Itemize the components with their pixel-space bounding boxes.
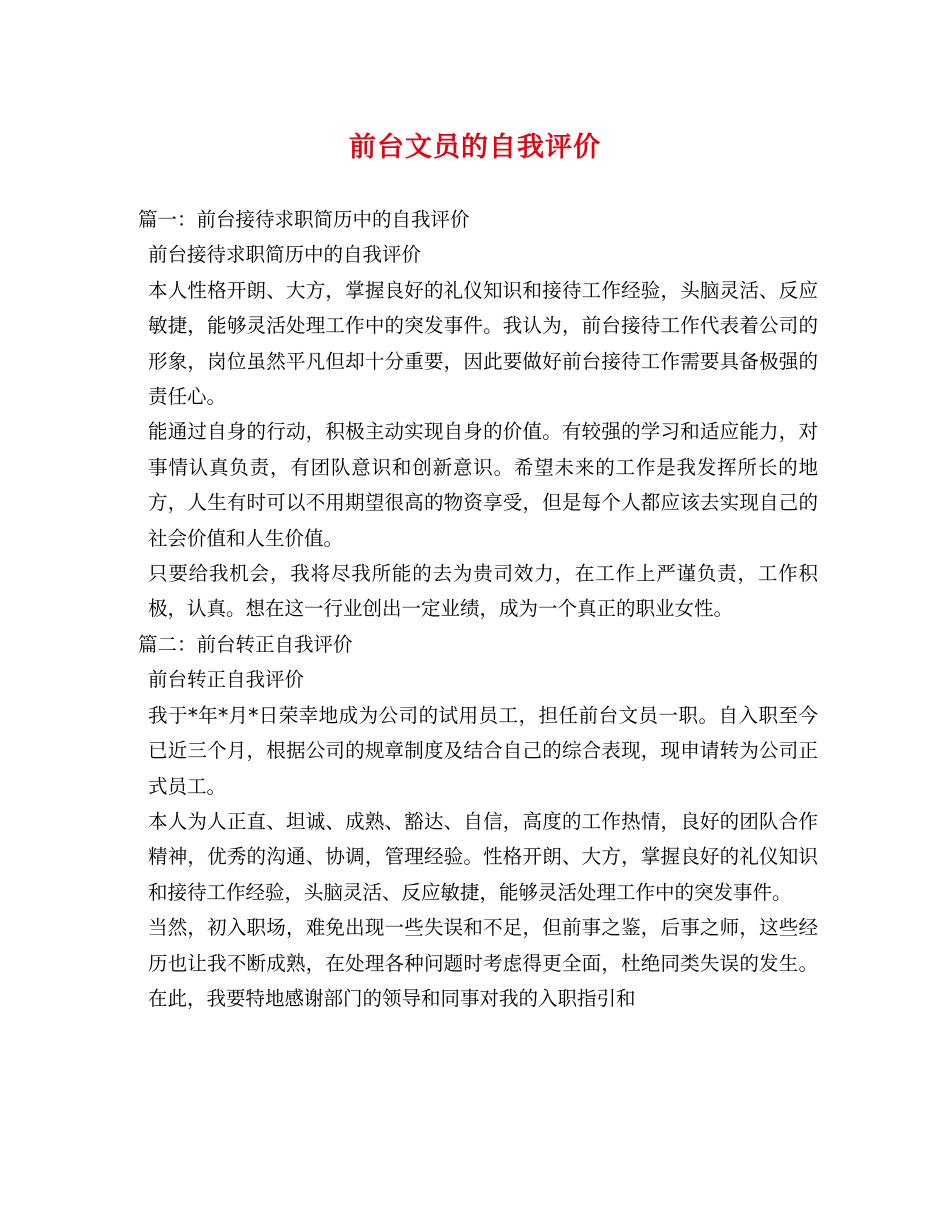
- paragraph: 本人性格开朗、大方，掌握良好的礼仪知识和接待工作经验，头脑灵活、反应敏捷，能够灵活处理工作中的突发事件。我认为，前台接待工作代表着公司的形象，岗位虽然平凡但却十分重要，因此要做好前台接待工作需要具备极强的责任心。: [148, 278, 818, 409]
- paragraph: 只要给我机会，我将尽我所能的去为贵司效力，在工作上严谨负责，工作积极，认真。想在这一行业创出一定业绩，成为一个真正的职业女性。: [148, 562, 818, 621]
- page-title: 前台文员的自我评价: [349, 132, 601, 163]
- section-heading-1: 篇一：前台接待求职简历中的自我评价: [138, 208, 470, 231]
- subsection-title-2: 前台转正自我评价: [148, 668, 305, 692]
- document-body: [138, 202, 818, 1016]
- section-heading-2: 篇二：前台转正自我评价: [138, 632, 353, 656]
- paragraph: 当然，初入职场，难免出现一些失误和不足，但前事之鉴，后事之师，这些经历也让我不断成熟，在处理各种问题时考虑得更全面，杜绝同类失误的发生。在此，我要特地感谢部门的领导和同事对我的入职指引和: [148, 916, 818, 1010]
- paragraph: 我于*年*月*日荣幸地成为公司的试用员工，担任前台文员一职。自入职至今已近三个月，根据公司的规章制度及结合自己的综合表现，现申请转为公司正式员工。: [148, 703, 818, 798]
- paragraph: 能通过自身的行动，积极主动实现自身的价值。有较强的学习和适应能力，对事情认真负责，有团队意识和创新意识。希望未来的工作是我发挥所长的地方，人生有时可以不用期望很高的物资享受，但是每个人都应该去实现自己的社会价值和人生价值。: [148, 420, 818, 550]
- subsection-title-1: 前台接待求职简历中的自我评价: [148, 243, 422, 267]
- paragraph: 本人为人正直、坦诚、成熟、豁达、自信，高度的工作热情，良好的团队合作精神，优秀的沟通、协调，管理经验。性格开朗、大方，掌握良好的礼仪知识和接待工作经验，头脑灵活、反应敏捷，能够灵活处理工作中的突发事件。: [148, 809, 818, 904]
